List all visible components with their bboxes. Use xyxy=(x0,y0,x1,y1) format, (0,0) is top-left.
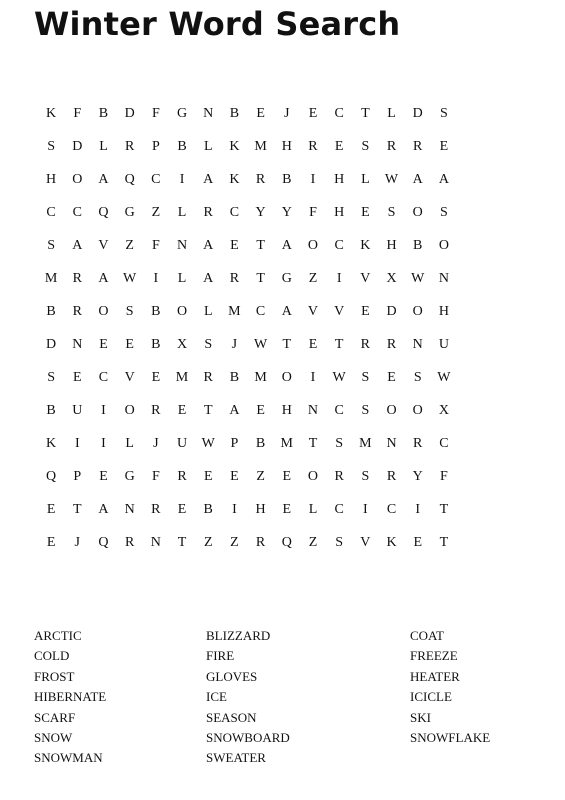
grid-letter: S xyxy=(125,304,134,319)
grid-letter: S xyxy=(413,370,422,385)
grid-letter: O xyxy=(412,205,423,220)
grid-letter: H xyxy=(46,172,57,187)
grid-letter: I xyxy=(101,403,106,418)
grid-letter: Q xyxy=(281,535,292,550)
grid-letter: A xyxy=(229,403,240,418)
grid-letter: E xyxy=(282,502,292,517)
grid-letter: E xyxy=(256,106,265,121)
grid-letter: D xyxy=(46,337,57,352)
grid-letter: A xyxy=(98,502,109,517)
grid-letter: Z xyxy=(308,271,318,286)
page-title: Winter Word Search xyxy=(34,5,401,43)
word-list-item: COLD xyxy=(34,648,70,664)
grid-letter: L xyxy=(177,271,187,286)
grid-letter: J xyxy=(231,337,238,352)
grid-letter: U xyxy=(438,337,449,352)
grid-letter: S xyxy=(361,469,370,484)
grid-letter: S xyxy=(361,370,370,385)
grid-letter: N xyxy=(307,403,319,418)
grid-letter: L xyxy=(99,139,108,154)
grid-letter: I xyxy=(415,502,421,517)
grid-letter: B xyxy=(203,502,213,517)
grid-letter: K xyxy=(360,238,371,253)
grid-letter: U xyxy=(72,403,83,418)
grid-letter: I xyxy=(153,271,159,286)
grid-letter: O xyxy=(307,469,319,484)
grid-letter: G xyxy=(176,106,188,121)
grid-letter: W xyxy=(411,271,425,286)
word-column-2 xyxy=(206,626,290,769)
grid-letter: W xyxy=(332,370,346,385)
grid-letter: B xyxy=(98,106,109,121)
grid-letter: K xyxy=(46,106,57,121)
grid-letter: I xyxy=(336,271,342,286)
grid-letter: L xyxy=(308,502,318,517)
grid-letter: D xyxy=(412,106,423,121)
grid-letter: L xyxy=(203,139,213,154)
grid-letter: W xyxy=(253,337,268,352)
grid-letter: X xyxy=(176,337,188,352)
grid-letter: O xyxy=(307,238,319,253)
grid-letter: T xyxy=(439,535,449,550)
grid-letter: I xyxy=(232,502,237,517)
grid-letter: Q xyxy=(124,172,135,187)
grid-letter: H xyxy=(386,238,397,253)
grid-letter: B xyxy=(151,337,161,352)
word-list-item: FIRE xyxy=(206,648,235,664)
grid-letter: M xyxy=(228,304,241,319)
grid-letter: R xyxy=(255,535,266,550)
grid-letter: C xyxy=(334,106,344,121)
grid-letter: E xyxy=(361,205,370,220)
grid-letter: F xyxy=(151,469,160,484)
grid-letter: N xyxy=(124,502,135,517)
grid-letter: F xyxy=(151,106,160,121)
grid-letter: W xyxy=(201,436,215,451)
grid-letter: O xyxy=(438,238,449,253)
grid-letter: S xyxy=(335,436,344,451)
word-list xyxy=(34,626,534,776)
grid-letter: R xyxy=(413,139,423,154)
grid-letter: C xyxy=(334,238,344,253)
grid-letter: T xyxy=(361,106,370,121)
grid-letter: E xyxy=(230,238,239,253)
grid-letter: E xyxy=(334,139,344,154)
grid-letter: I xyxy=(310,172,316,187)
word-list-item: ICICLE xyxy=(410,689,452,705)
word-list-item: HIBERNATE xyxy=(34,689,107,705)
grid-letter: E xyxy=(73,370,82,385)
grid-letter: E xyxy=(46,535,56,550)
word-list-item: SKI xyxy=(410,709,431,725)
grid-letter: R xyxy=(151,403,161,418)
word-list-item: FREEZE xyxy=(410,648,458,664)
grid-letter: R xyxy=(124,139,135,154)
grid-letter: F xyxy=(73,106,82,121)
grid-letter: V xyxy=(334,304,345,319)
grid-letter: R xyxy=(255,172,266,187)
grid-letter: R xyxy=(124,535,135,550)
grid-letter: M xyxy=(280,436,293,451)
grid-letter: J xyxy=(284,106,290,121)
grid-letter: Z xyxy=(256,469,265,484)
grid-letter: W xyxy=(123,271,137,286)
grid-letter: R xyxy=(308,139,318,154)
grid-letter: Y xyxy=(255,205,266,220)
grid-letter: R xyxy=(203,370,213,385)
grid-letter: S xyxy=(440,106,448,121)
grid-letter: O xyxy=(281,370,292,385)
grid-letter: N xyxy=(386,436,397,451)
grid-letter: Q xyxy=(46,469,57,484)
grid-letter: L xyxy=(203,304,213,319)
grid-letter: E xyxy=(282,469,292,484)
grid-letter: E xyxy=(203,469,213,484)
grid-letter: L xyxy=(387,106,396,121)
grid-letter: H xyxy=(334,205,345,220)
grid-letter: C xyxy=(439,436,449,451)
word-list-item: GLOVES xyxy=(206,668,258,684)
grid-letter: M xyxy=(44,271,58,286)
grid-letter: T xyxy=(177,535,187,550)
grid-letter: V xyxy=(124,370,135,385)
grid-letter: V xyxy=(360,535,371,550)
grid-letter: A xyxy=(438,172,449,187)
grid-letter: S xyxy=(387,205,396,220)
grid-letter: I xyxy=(101,436,106,451)
grid-letter: R xyxy=(229,271,240,286)
grid-letter: E xyxy=(387,370,396,385)
grid-letter: B xyxy=(151,304,161,319)
grid-letter: K xyxy=(229,139,240,154)
grid-letter: W xyxy=(437,370,451,385)
grid-letter: T xyxy=(282,337,292,352)
grid-letter: E xyxy=(230,469,239,484)
grid-letter: N xyxy=(72,337,83,352)
grid-letter: R xyxy=(386,139,397,154)
grid-letter: S xyxy=(47,139,55,154)
grid-letter: S xyxy=(361,403,370,418)
grid-letter: E xyxy=(125,337,134,352)
grid-letter: R xyxy=(151,502,161,517)
word-list-item: SCARF xyxy=(34,709,76,725)
grid-letter: E xyxy=(308,106,318,121)
grid-letter: W xyxy=(384,172,399,187)
grid-letter: A xyxy=(281,304,292,319)
grid-letter: B xyxy=(282,172,292,187)
grid-letter: O xyxy=(176,304,188,319)
grid-letter: Z xyxy=(308,535,318,550)
grid-letter: P xyxy=(73,469,82,484)
grid-letter: B xyxy=(413,238,423,253)
grid-letter: P xyxy=(230,436,239,451)
grid-letter: A xyxy=(203,238,214,253)
grid-letter: N xyxy=(176,238,188,253)
grid-letter: H xyxy=(438,304,449,319)
grid-letter: R xyxy=(386,469,397,484)
grid-letter: B xyxy=(229,106,240,121)
grid-letter: Z xyxy=(125,238,134,253)
grid-letter: T xyxy=(73,502,82,517)
word-list-item: SNOW xyxy=(34,730,73,746)
grid-letter: O xyxy=(386,403,397,418)
word-list-item: BLIZZARD xyxy=(206,628,271,643)
grid-letter: D xyxy=(124,106,135,121)
grid-letter: E xyxy=(439,139,449,154)
grid-letter: A xyxy=(281,238,292,253)
grid-letter: S xyxy=(335,535,344,550)
grid-letter: B xyxy=(255,436,266,451)
grid-letter: L xyxy=(177,205,187,220)
grid-letter: O xyxy=(72,172,83,187)
grid-letter: T xyxy=(203,403,213,418)
word-list-item: FROST xyxy=(34,668,75,684)
grid-letter: R xyxy=(72,304,82,319)
word-column-3 xyxy=(410,626,490,748)
word-list-item: SNOWBOARD xyxy=(206,730,290,746)
grid-letter: H xyxy=(281,403,292,418)
grid-letter: T xyxy=(308,436,318,451)
word-list-item: SNOWFLAKE xyxy=(410,730,491,746)
grid-letter: B xyxy=(229,370,240,385)
grid-letter: B xyxy=(177,139,187,154)
grid-letter: C xyxy=(98,370,109,385)
grid-letter: R xyxy=(413,436,423,451)
grid-letter: Z xyxy=(151,205,161,220)
grid-letter: S xyxy=(47,238,55,253)
grid-letter: F xyxy=(151,238,160,253)
grid-letter: H xyxy=(255,502,266,517)
word-list-item: HEATER xyxy=(410,668,460,684)
grid-letter: G xyxy=(124,205,135,220)
grid-letter: E xyxy=(99,337,108,352)
grid-letter: E xyxy=(177,502,187,517)
grid-letter: U xyxy=(176,436,188,451)
grid-letter: A xyxy=(72,238,83,253)
grid-letter: M xyxy=(254,370,267,385)
grid-letter: O xyxy=(124,403,135,418)
word-list-item: ICE xyxy=(206,689,227,705)
grid-letter: B xyxy=(46,403,56,418)
grid-letter: C xyxy=(229,205,240,220)
grid-letter: E xyxy=(256,403,265,418)
grid-letter: L xyxy=(361,172,370,187)
grid-letter: A xyxy=(98,172,109,187)
grid-letter: E xyxy=(151,370,161,385)
grid-letter: Q xyxy=(98,205,109,220)
grid-letter: M xyxy=(254,139,267,154)
grid-letter: Y xyxy=(281,205,292,220)
grid-letter: S xyxy=(361,139,370,154)
grid-letter: R xyxy=(72,271,82,286)
grid-letter: V xyxy=(360,271,371,286)
grid-letter: H xyxy=(334,172,345,187)
grid-letter: V xyxy=(98,238,109,253)
grid-letter: G xyxy=(281,271,292,286)
grid-letter: D xyxy=(386,304,397,319)
grid-letter: F xyxy=(440,469,448,484)
grid-letter: P xyxy=(151,139,160,154)
word-list-item: ARCTIC xyxy=(34,628,82,643)
grid-letter: E xyxy=(46,502,56,517)
grid-letter: I xyxy=(74,436,80,451)
grid-letter: C xyxy=(151,172,161,187)
grid-letter: C xyxy=(46,205,56,220)
grid-letter: T xyxy=(334,337,344,352)
grid-letter: A xyxy=(412,172,423,187)
grid-letter: J xyxy=(153,436,159,451)
grid-letter: M xyxy=(175,370,189,385)
grid-letter: N xyxy=(203,106,214,121)
grid-letter: F xyxy=(309,205,317,220)
grid-letter: C xyxy=(255,304,266,319)
grid-letter: N xyxy=(150,535,161,550)
grid-letter: B xyxy=(46,304,56,319)
grid-letter: X xyxy=(386,271,397,286)
letter-grid xyxy=(38,101,457,563)
grid-letter: O xyxy=(412,304,423,319)
grid-letter: L xyxy=(125,436,134,451)
grid-letter: Y xyxy=(412,469,423,484)
grid-letter: Z xyxy=(230,535,239,550)
grid-letter: T xyxy=(256,238,265,253)
grid-letter: R xyxy=(360,337,371,352)
grid-letter: C xyxy=(72,205,82,220)
grid-letter: N xyxy=(438,271,449,286)
word-column-1 xyxy=(34,626,106,769)
grid-letter: A xyxy=(98,271,109,286)
grid-letter: D xyxy=(72,139,83,154)
grid-letter: N xyxy=(412,337,423,352)
grid-letter: S xyxy=(204,337,213,352)
grid-letter: I xyxy=(179,172,185,187)
grid-letter: A xyxy=(203,271,214,286)
grid-letter: T xyxy=(256,271,265,286)
grid-letter: C xyxy=(334,502,344,517)
grid-letter: M xyxy=(359,436,372,451)
grid-letter: E xyxy=(177,403,187,418)
grid-letter: K xyxy=(229,172,240,187)
grid-letter: R xyxy=(386,337,397,352)
grid-letter: S xyxy=(440,205,448,220)
word-list-item: COAT xyxy=(410,628,444,643)
grid-letter: J xyxy=(74,535,80,550)
word-list-item: SWEATER xyxy=(206,750,266,766)
grid-letter: Q xyxy=(98,535,109,550)
grid-letter: E xyxy=(99,469,108,484)
grid-letter: I xyxy=(363,502,368,517)
grid-letter: E xyxy=(361,304,370,319)
grid-letter: C xyxy=(334,403,344,418)
word-list-item: SNOWMAN xyxy=(34,750,103,766)
grid-letter: V xyxy=(307,304,319,319)
grid-letter: R xyxy=(177,469,187,484)
grid-letter: X xyxy=(438,403,449,418)
grid-letter: K xyxy=(386,535,397,550)
grid-letter: G xyxy=(124,469,135,484)
grid-letter: E xyxy=(308,337,318,352)
grid-letter: S xyxy=(47,370,55,385)
grid-letter: C xyxy=(386,502,397,517)
grid-letter: R xyxy=(203,205,213,220)
word-list-item: SEASON xyxy=(206,709,257,725)
grid-letter: H xyxy=(281,139,292,154)
grid-letter: A xyxy=(203,172,214,187)
grid-letter: E xyxy=(413,535,422,550)
grid-letter: O xyxy=(412,403,423,418)
grid-letter: T xyxy=(439,502,449,517)
grid-letter: R xyxy=(334,469,344,484)
grid-letter: K xyxy=(46,436,57,451)
grid-letter: Z xyxy=(203,535,213,550)
grid-letter: O xyxy=(98,304,109,319)
grid-letter: I xyxy=(310,370,316,385)
